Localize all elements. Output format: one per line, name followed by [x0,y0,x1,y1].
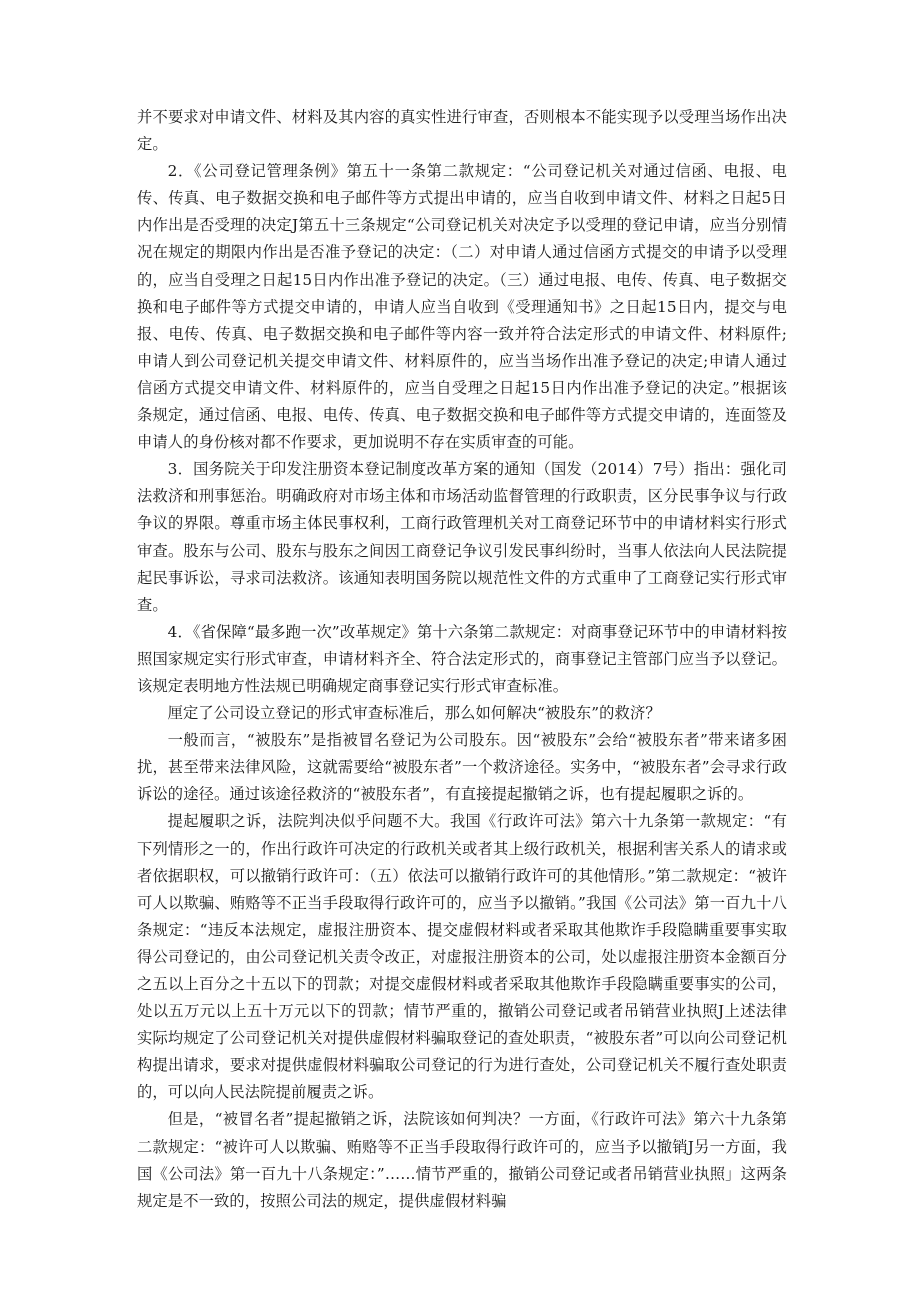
paragraph-1: 并不要求对申请文件、材料及其内容的真实性进行审查，否则根本不能实现予以受理当场作出决定。 [137,108,787,154]
document-body [137,104,787,1215]
paragraph-6: 一般而言，“被股东”是指被冒名登记为公司股东。因“被股东”会给“被股东者”带来诸多困扰，甚至带来法律风险，这就需要给“被股东者”一个救济途径。实务中，“被股东者”会寻求行政诉讼的途径。通过该途径救济的“被股东者”，有直接提起撤销之诉，也有提起履职之诉的。 [137,731,787,804]
paragraph-8: 但是，“被冒名者”提起撤销之诉，法院该如何判决？一方面，《行政许可法》第六十九条第二款规定：“被许可人以欺骗、贿赂等不正当手段取得行政许可的，应当予以撤销J另一方面，我国《公司法》第一百九十八条规定：”……情节严重的，撤销公司登记或者吊销营业执照」这两条规定是不一致的，按照公司法的规定，提供虚假材料骗 [137,1110,787,1210]
paragraph-5: 厘定了公司设立登记的形式审查标准后，那么如何解决“被股东”的救济？ [167,704,661,723]
paragraph-4: 4．《省保障“最多跑一次”改革规定》第十六条第二款规定：对商事登记环节中的申请材料按照国家规定实行形式审查，申请材料齐全、符合法定形式的，商事登记主管部门应当予以登记。该规定表明地方性法规已明确规定商事登记实行形式审查标准。 [137,622,787,695]
paragraph-2: 2．《公司登记管理条例》第五十一条第二款规定：“公司登记机关对通过信函、电报、电传、传真、电子数据交换和电子邮件等方式提出申请的，应当自收到申请文件、材料之日起5日内作出是否受理的决定J第五十三条规定“公司登记机关对决定予以受理的登记申请，应当分别情况在规定的期限内作出是否准予登记的决定：（二）对申请人通过信函方式提交的申请予以受理的，应当自受理之日起15日内作出准予登记的决定。（三）通过电报、电传、传真、电子数据交换和电子邮件等方式提交申请的，申请人应当自收到《受理通知书》之日起15日内，提交与电报、电传、传真、电子数据交换和电子邮件等内容一致并符合法定形式的申请文件、材料原件;申请人到公司登记机关提交申请文件、材料原件的，应当当场作出准予登记的决定;申请人通过信函方式提交申请文件、材料原件的，应当自受理之日起15日内作出准予登记的决定。”根据该条规定，通过信函、电报、电传、传真、电子数据交换和电子邮件等方式提交申请的，连面签及申请人的身份核对都不作要求，更加说明不存在实质审查的可能。 [137,162,787,452]
paragraph-7: 提起履职之诉，法院判决似乎问题不大。我国《行政许可法》第六十九条第一款规定：“有下列情形之一的，作出行政许可决定的行政机关或者其上级行政机关，根据利害关系人的请求或者依据职权，可以撤销行政许可：（五）依法可以撤销行政许可的其他情形。”第二款规定：“被许可人以欺骗、贿赂等不正当手段取得行政许可的，应当予以撤销。”我国《公司法》第一百九十八条规定：“违反本法规定，虚报注册资本、提交虚假材料或者采取其他欺诈手段隐瞒重要事实取得公司登记的，由公司登记机关责令改正，对虚报注册资本的公司，处以虚报注册资本金额百分之五以上百分之十五以下的罚款；对提交虚假材料或者采取其他欺诈手段隐瞒重要事实的公司，处以五万元以上五十万元以下的罚款；情节严重的，撤销公司登记或者吊销营业执照J上述法律实际均规定了公司登记机关对提供虚假材料骗取登记的查处职责，“被股东者”可以向公司登记机构提出请求，要求对提供虚假材料骗取公司登记的行为进行查处，公司登记机关不履行查处职责的，可以向人民法院提前履责之诉。 [137,812,787,1102]
paragraph-3: 3．国务院关于印发注册资本登记制度改革方案的通知（国发（2014）7号）指出：强化司法救济和刑事惩治。明确政府对市场主体和市场活动监督管理的行政职责，区分民事争议与行政争议的界限。尊重市场主体民事权利，工商行政管理机关对工商登记环节中的申请材料实行形式审查。股东与公司、股东与股东之间因工商登记争议引发民事纠纷时，当事人依法向人民法院提起民事诉讼，寻求司法救济。该通知表明国务院以规范性文件的方式重申了工商登记实行形式审查。 [137,460,787,614]
